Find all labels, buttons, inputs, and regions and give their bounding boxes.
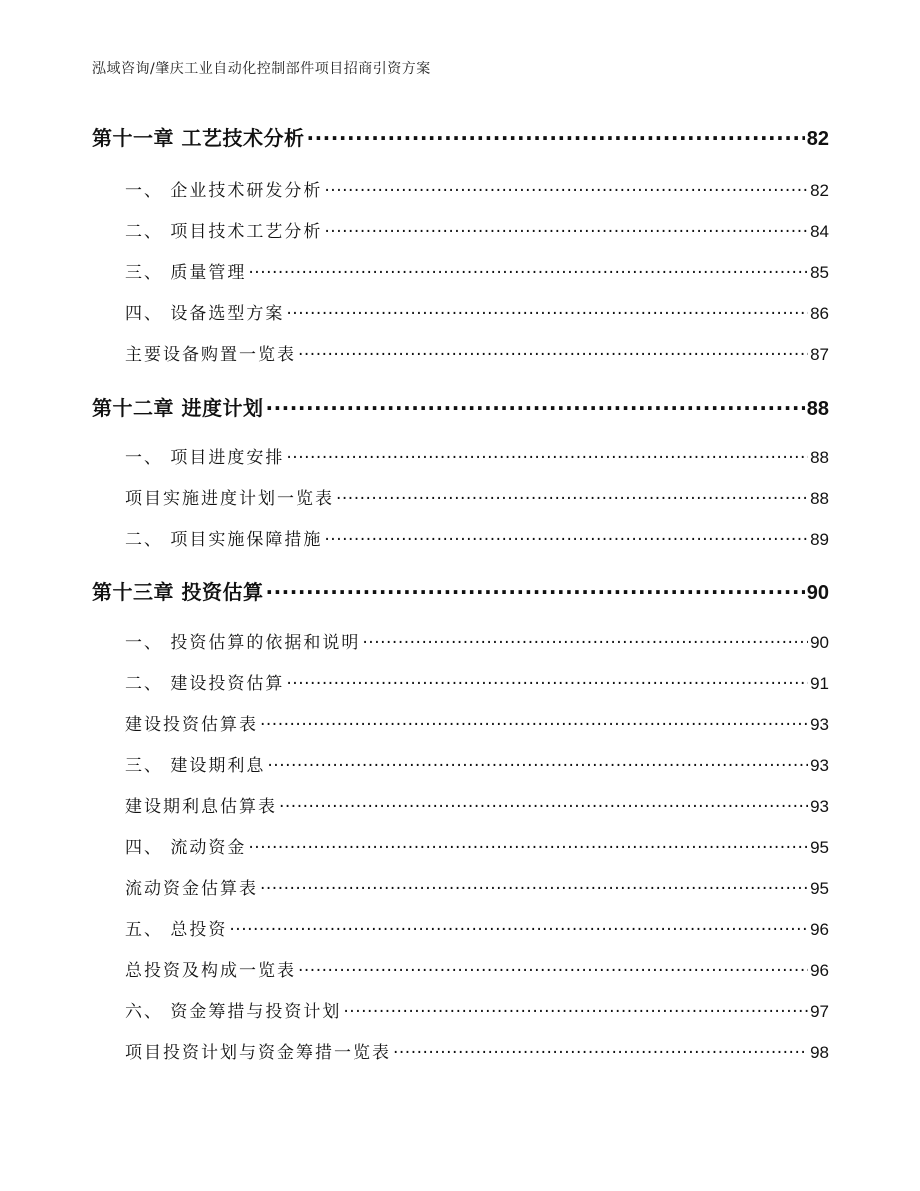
toc-chapter-row[interactable] — [0, 392, 920, 421]
toc-entry-title: 四、 流动资金 — [125, 838, 247, 858]
toc-dot-leader — [343, 1000, 808, 1017]
toc-entry-title: 项目实施进度计划一览表 — [125, 489, 334, 509]
toc-section-row[interactable] — [0, 340, 920, 365]
toc-dot-leader — [260, 713, 808, 730]
toc-entry-title: 一、 投资估算的依据和说明 — [125, 633, 361, 653]
toc-section-row[interactable] — [0, 710, 920, 735]
toc-dot-leader — [248, 261, 808, 278]
toc-dot-leader — [265, 395, 804, 415]
toc-section-row[interactable] — [0, 874, 920, 899]
toc-entry-title: 三、 质量管理 — [125, 263, 247, 283]
toc-dot-leader — [336, 487, 808, 504]
toc-entry-title: 主要设备购置一览表 — [125, 345, 296, 365]
toc-section-row[interactable] — [0, 258, 920, 283]
toc-page-number: 89 — [810, 530, 829, 549]
toc-entry-title: 一、 企业技术研发分析 — [125, 181, 323, 201]
toc-dot-leader — [393, 1041, 808, 1058]
toc-page-number: 82 — [810, 181, 829, 200]
toc-entry-title: 二、 项目技术工艺分析 — [125, 222, 323, 242]
toc-entry-title: 流动资金估算表 — [125, 879, 258, 899]
toc-page-number: 97 — [810, 1002, 829, 1021]
toc-page-number: 93 — [810, 715, 829, 734]
toc-page-number: 93 — [810, 756, 829, 775]
toc-entry-title: 三、 建设期利息 — [125, 756, 266, 776]
toc-entry-title: 总投资及构成一览表 — [125, 961, 296, 981]
toc-entry-title: 第十二章 进度计划 — [92, 396, 264, 420]
toc-dot-leader — [286, 446, 808, 463]
toc-dot-leader — [286, 672, 808, 689]
toc-section-row[interactable] — [0, 1038, 920, 1063]
toc-dot-leader — [362, 631, 808, 648]
toc-entry-title: 四、 设备选型方案 — [125, 304, 285, 324]
toc-entry-title: 建设投资估算表 — [125, 715, 258, 735]
toc-entry-title: 六、 资金筹措与投资计划 — [125, 1002, 342, 1022]
toc-page-number: 87 — [810, 345, 829, 364]
toc-section-row[interactable] — [0, 525, 920, 550]
toc-entry-title: 建设期利息估算表 — [125, 797, 277, 817]
toc-section-row[interactable] — [0, 443, 920, 468]
toc-page-number: 88 — [806, 398, 829, 420]
toc-dot-leader — [298, 343, 808, 360]
toc-page-number: 86 — [810, 304, 829, 323]
toc-dot-leader — [298, 959, 808, 976]
toc-page-number: 96 — [810, 920, 829, 939]
toc-chapter-row[interactable] — [0, 576, 920, 605]
toc-page-number: 95 — [810, 838, 829, 857]
toc-page-number: 96 — [810, 961, 829, 980]
toc-section-row[interactable] — [0, 833, 920, 858]
toc-dot-leader — [265, 579, 804, 599]
toc-dot-leader — [324, 220, 808, 237]
toc-dot-leader — [248, 836, 808, 853]
toc-section-row[interactable] — [0, 751, 920, 776]
toc-page-number: 82 — [806, 128, 829, 150]
toc-page-number: 90 — [810, 633, 829, 652]
toc-section-row[interactable] — [0, 484, 920, 509]
toc-page-number: 91 — [810, 674, 829, 693]
toc-section-row[interactable] — [0, 217, 920, 242]
toc-page-number: 88 — [810, 448, 829, 467]
toc-page-number: 95 — [810, 879, 829, 898]
toc-page-number: 84 — [810, 222, 829, 241]
toc-page-number: 85 — [810, 263, 829, 282]
toc-page-number: 93 — [810, 797, 829, 816]
toc-entry-title: 第十一章 工艺技术分析 — [92, 126, 305, 150]
toc-section-row[interactable] — [0, 628, 920, 653]
toc-entry-title: 二、 建设投资估算 — [125, 674, 285, 694]
toc-entry-title: 第十三章 投资估算 — [92, 580, 264, 604]
toc-entry-title: 五、 总投资 — [125, 920, 228, 940]
toc-dot-leader — [229, 918, 808, 935]
toc-dot-leader — [260, 877, 808, 894]
toc-section-row[interactable] — [0, 997, 920, 1022]
page-header: 泓域咨询/肇庆工业自动化控制部件项目招商引资方案 — [92, 61, 431, 77]
toc-chapter-row[interactable] — [0, 122, 920, 151]
toc-section-row[interactable] — [0, 299, 920, 324]
toc-section-row[interactable] — [0, 176, 920, 201]
toc-page-number: 98 — [810, 1043, 829, 1062]
toc-entry-title: 项目投资计划与资金筹措一览表 — [125, 1043, 391, 1063]
toc-dot-leader — [324, 179, 808, 196]
toc-section-row[interactable] — [0, 956, 920, 981]
toc-section-row[interactable] — [0, 915, 920, 940]
toc-entry-title: 一、 项目进度安排 — [125, 448, 285, 468]
toc-page-number: 88 — [810, 489, 829, 508]
toc-dot-leader — [279, 795, 808, 812]
toc-dot-leader — [306, 125, 804, 145]
toc-entry-title: 二、 项目实施保障措施 — [125, 530, 323, 550]
toc-page-number: 90 — [806, 582, 829, 604]
toc-dot-leader — [267, 754, 808, 771]
toc-dot-leader — [286, 302, 808, 319]
toc-section-row[interactable] — [0, 669, 920, 694]
toc-section-row[interactable] — [0, 792, 920, 817]
toc-dot-leader — [324, 528, 808, 545]
